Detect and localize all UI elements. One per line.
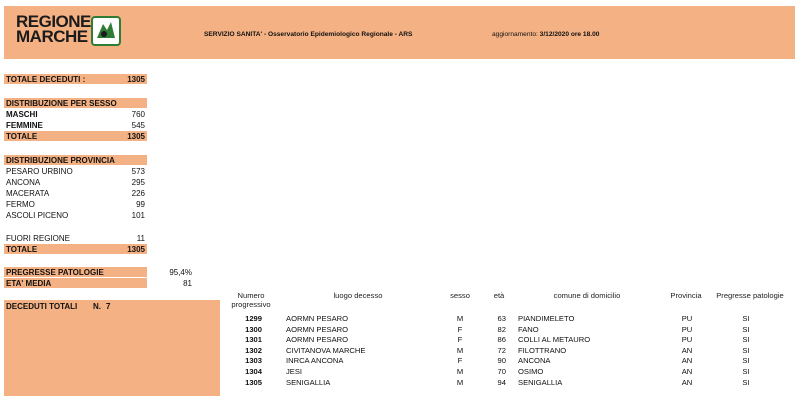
header-provincia: Provincia (670, 291, 702, 300)
cell-numero: 1305 (245, 377, 262, 387)
header-numero (222, 291, 280, 309)
cell-comune: PIANDIMELETO (518, 314, 575, 323)
provincia-value: 101 (131, 211, 145, 220)
header-numero-line1: Numero (237, 291, 265, 300)
sesso-row (4, 120, 147, 130)
cell-eta: 70 (497, 367, 506, 376)
cell-eta: 63 (497, 314, 506, 323)
deceduti-totali-label: DECEDUTI TOTALI (6, 302, 78, 311)
provincia-value: 573 (131, 167, 145, 176)
cell-patologie: SI (742, 356, 750, 366)
provincia-label: PESARO URBINO (6, 167, 73, 176)
cell-numero: 1304 (245, 367, 262, 376)
cell-patologie: SI (742, 377, 750, 387)
sesso-section-title: DISTRIBUZIONE PER SESSO (6, 99, 117, 108)
cell-luogo: AORMN PESARO (286, 335, 349, 345)
provincia-value: 295 (131, 178, 145, 187)
cell-numero: 1299 (245, 314, 262, 323)
update-info (492, 31, 599, 38)
pregresse-row (4, 267, 147, 277)
provincia-value: 226 (131, 189, 145, 198)
cell-provincia: PU (681, 314, 693, 323)
cell-patologie: SI (742, 324, 750, 334)
logo-line-2: MARCHE (16, 27, 88, 46)
cell-comune: OSIMO (518, 367, 544, 376)
cell-sesso: M (456, 345, 464, 355)
region-emblem-icon (91, 16, 121, 46)
cell-provincia: AN (681, 377, 693, 387)
cell-sesso: M (456, 377, 464, 387)
pregresse-label: PREGRESSE PATOLOGIE (6, 268, 104, 277)
header-numero-line2: progressivo (231, 300, 271, 309)
provincia-label: FERMO (6, 200, 35, 209)
provincia-label: MACERATA (6, 189, 50, 198)
cell-sesso: F (457, 356, 463, 366)
header-sesso: sesso (450, 291, 470, 300)
cell-comune: FANO (518, 324, 539, 334)
cell-eta: 82 (497, 324, 506, 334)
cell-luogo: AORMN PESARO (286, 314, 349, 323)
cell-luogo: JESI (286, 367, 303, 376)
regione-marche-logo (16, 14, 91, 44)
cell-sesso: M (456, 314, 464, 323)
header-luogo: luogo decesso (333, 291, 383, 300)
cell-comune: COLLI AL METAURO (518, 335, 591, 345)
provincia-total-value: 1305 (127, 245, 145, 254)
cell-numero: 1302 (245, 345, 262, 355)
deceduti-totali-n-label: N. (93, 302, 101, 311)
header-eta: età (493, 291, 505, 300)
sesso-total-row (4, 131, 147, 141)
cell-patologie: SI (742, 335, 750, 345)
provincia-section-title: DISTRIBUZIONE PROVINCIA (6, 156, 115, 165)
cell-patologie: SI (742, 367, 750, 376)
fuori-regione-row (4, 233, 147, 243)
provincia-row (4, 199, 147, 209)
deceduti-totali-box (4, 300, 220, 396)
provincia-label: ANCONA (6, 178, 41, 187)
cell-numero: 1301 (245, 335, 262, 345)
header-patologie: Pregresse patologie (716, 291, 784, 300)
totale-deceduti-label: TOTALE DECEDUTI : (6, 75, 86, 84)
update-label: aggiornamento: (492, 31, 538, 38)
provincia-row (4, 166, 147, 176)
update-value: 3/12/2020 ore 18.00 (539, 31, 600, 38)
totale-deceduti-value: 1305 (127, 75, 145, 84)
provincia-row (4, 210, 147, 220)
cell-luogo: INRCA ANCONA (286, 356, 344, 366)
sesso-total-value: 1305 (127, 132, 145, 141)
provincia-value: 99 (136, 200, 145, 209)
cell-sesso: F (457, 324, 463, 334)
sesso-total-label: TOTALE (6, 132, 38, 141)
cell-eta: 94 (497, 377, 506, 387)
cell-luogo: CIVITANOVA MARCHE (286, 345, 366, 355)
cell-provincia: PU (681, 335, 693, 345)
cell-luogo: SENIGALLIA (286, 377, 331, 387)
logo-line-1: REGIONE (16, 12, 91, 31)
eta-media-row (4, 278, 147, 288)
cell-comune: ANCONA (518, 356, 551, 366)
provincia-row (4, 188, 147, 198)
sesso-section-title-row (4, 98, 147, 108)
provincia-section-title-row (4, 155, 147, 165)
sesso-value: 760 (131, 110, 145, 119)
pregresse-value: 95,4% (169, 268, 192, 277)
totale-deceduti-row (4, 74, 147, 84)
cell-eta: 72 (497, 345, 506, 355)
cell-sesso: F (457, 335, 463, 345)
cell-sesso: M (456, 367, 464, 376)
sesso-label: MASCHI (6, 110, 38, 119)
deceduti-totali-n-value: 7 (106, 302, 111, 311)
cell-numero: 1300 (245, 324, 262, 334)
sesso-row (4, 109, 147, 119)
cell-provincia: PU (681, 324, 693, 334)
cell-eta: 90 (497, 356, 506, 366)
header-comune: comune di domicilio (553, 291, 621, 300)
cell-numero: 1303 (245, 356, 262, 366)
cell-luogo: AORMN PESARO (286, 324, 349, 334)
fuori-regione-value: 11 (136, 234, 145, 243)
cell-comune: SENIGALLIA (518, 377, 563, 387)
cell-eta: 86 (497, 335, 506, 345)
provincia-total-label: TOTALE (6, 245, 38, 254)
sesso-label: FEMMINE (6, 121, 43, 130)
provincia-label: ASCOLI PICENO (6, 211, 69, 220)
sesso-value: 545 (131, 121, 145, 130)
cell-provincia: AN (681, 367, 693, 376)
service-title: SERVIZIO SANITA' - Osservatorio Epidemiologico Regionale - ARS (204, 31, 413, 38)
provincia-total-row (4, 244, 147, 254)
cell-comune: FILOTTRANO (518, 345, 567, 355)
provincia-row (4, 177, 147, 187)
cell-provincia: AN (681, 356, 693, 366)
cell-provincia: AN (681, 345, 693, 355)
eta-media-label: ETA' MEDIA (6, 279, 52, 288)
cell-patologie: SI (742, 314, 750, 323)
cell-patologie: SI (742, 345, 750, 355)
fuori-regione-label: FUORI REGIONE (6, 234, 71, 243)
eta-media-value: 81 (183, 279, 192, 288)
